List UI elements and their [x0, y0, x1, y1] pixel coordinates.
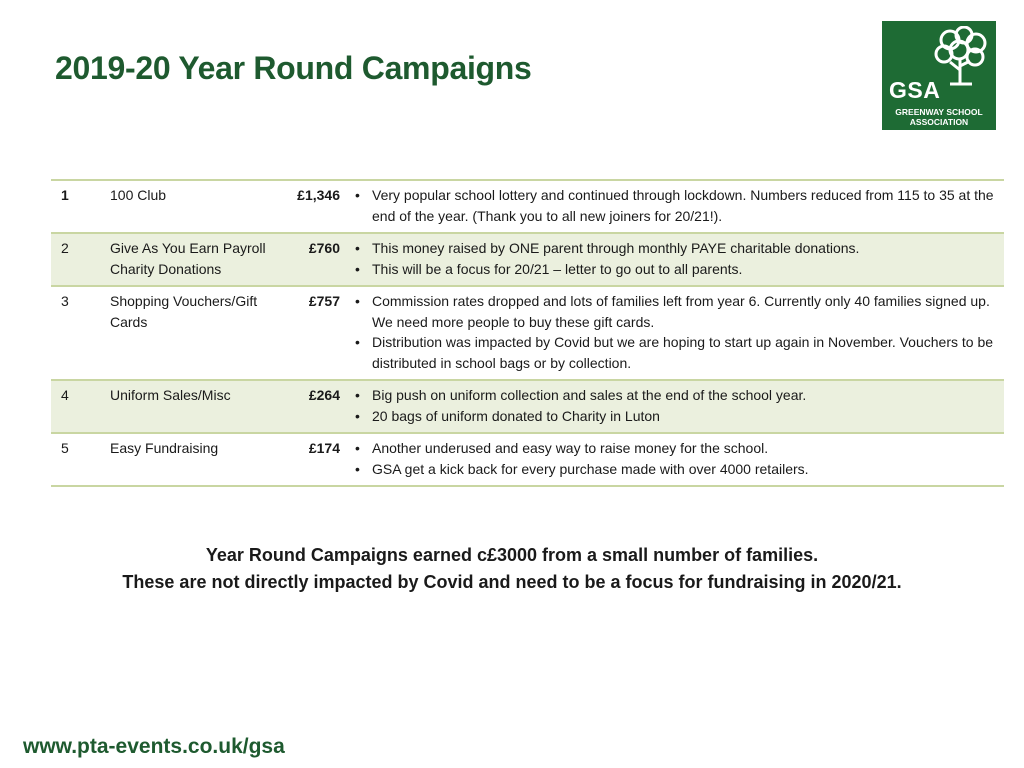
footer-url-link[interactable]: www.pta-events.co.uk/gsa: [23, 735, 285, 758]
campaign-notes: [354, 380, 1004, 433]
campaign-name: 100 Club: [110, 187, 167, 203]
campaign-amount: £264: [308, 387, 340, 403]
logo-abbreviation: GSA: [889, 77, 941, 103]
campaign-amount: £757: [308, 293, 340, 309]
note-item: • Very popular school lottery and continued through lockdown. Numbers reduced from 115 to 35 at the end of the year. (Thank you to all new joiners for 20/21!).: [372, 185, 994, 226]
note-item: • Another underused and easy way to raise money for the school.: [372, 438, 994, 459]
page-title: 2019-20 Year Round Campaigns: [55, 50, 532, 86]
table-row: [51, 433, 1004, 486]
campaign-notes: [354, 433, 1004, 486]
row-number: 3: [61, 293, 69, 309]
campaign-notes: [354, 180, 1004, 233]
note-item: • Commission rates dropped and lots of families left from year 6. Currently only 40 families signed up. We need more people to buy these gift cards.: [372, 291, 994, 332]
campaign-amount: £760: [308, 240, 340, 256]
table-row: [51, 180, 1004, 233]
row-number: 2: [61, 240, 69, 256]
note-item: • Big push on uniform collection and sales at the end of the school year.: [372, 385, 994, 406]
summary-text: [0, 542, 1024, 596]
note-item: • 20 bags of uniform donated to Charity in Luton: [372, 406, 994, 427]
note-item: • GSA get a kick back for every purchase made with over 4000 retailers.: [372, 459, 994, 480]
note-item: • This money raised by ONE parent through monthly PAYE charitable donations.: [372, 238, 994, 259]
table-row: [51, 380, 1004, 433]
tree-icon: [932, 26, 990, 88]
campaign-name: Uniform Sales/Misc: [110, 387, 231, 403]
logo-line-2: ASSOCIATION: [909, 117, 969, 127]
note-item: • Distribution was impacted by Covid but we are hoping to start up again in November. Vouchers to be distributed in school bags or by collection.: [372, 332, 994, 373]
campaign-amount: £174: [308, 440, 340, 456]
campaign-name: Easy Fundraising: [110, 440, 219, 456]
campaign-name: Shopping Vouchers/Gift Cards: [110, 293, 258, 330]
summary-line-2: These are not directly impacted by Covid and need to be a focus for fundraising in 2020/21.: [122, 572, 902, 592]
note-item: • This will be a focus for 20/21 – letter to go out to all parents.: [372, 259, 994, 280]
campaigns-table: [51, 179, 1004, 487]
row-number: 5: [61, 440, 69, 456]
campaign-name: Give As You Earn Payroll Charity Donations: [110, 240, 266, 277]
row-number: 1: [61, 187, 69, 203]
table-row: [51, 233, 1004, 286]
logo-subtitle: [882, 107, 996, 127]
campaign-notes: [354, 286, 1004, 380]
table-row: [51, 286, 1004, 380]
row-number: 4: [61, 387, 69, 403]
campaign-notes: [354, 233, 1004, 286]
gsa-logo: [882, 21, 996, 130]
summary-line-1: Year Round Campaigns earned c£3000 from a small number of families.: [205, 545, 819, 565]
campaign-amount: £1,346: [297, 187, 340, 203]
logo-line-1: GREENWAY SCHOOL: [895, 107, 983, 117]
